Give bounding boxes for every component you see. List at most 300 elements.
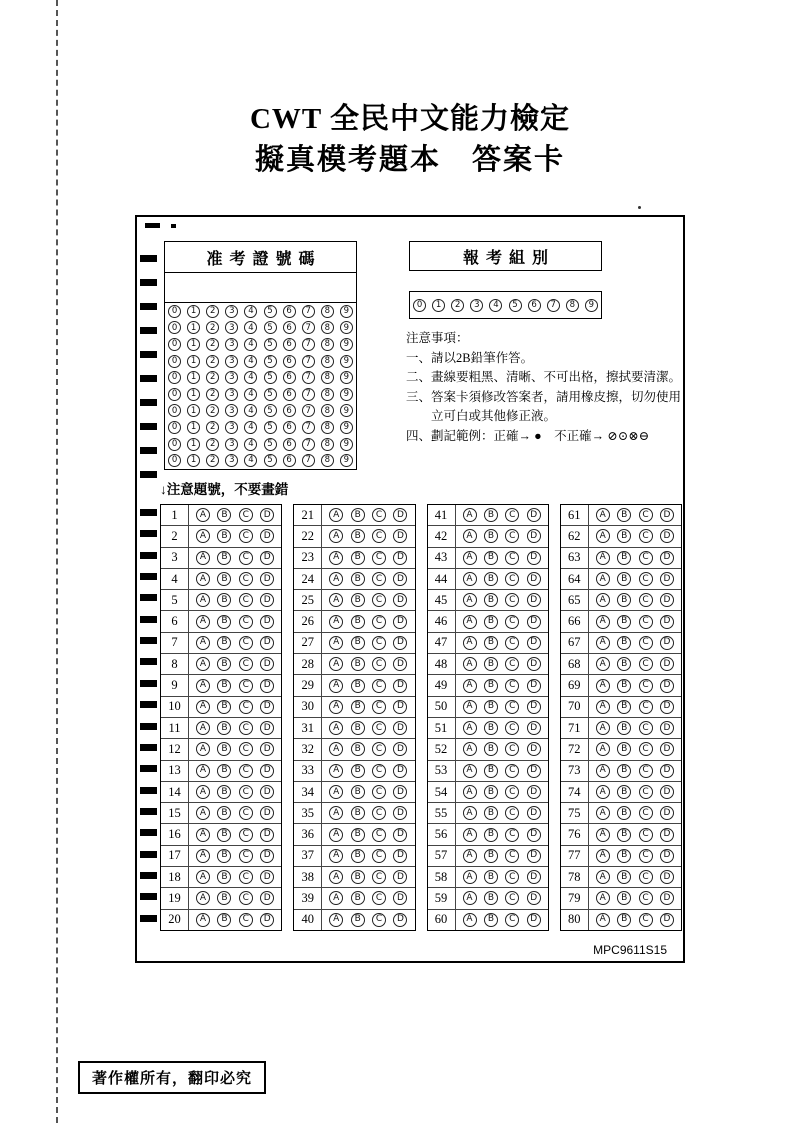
choice-bubble-c[interactable]: C	[239, 849, 253, 863]
choice-bubble-b[interactable]: B	[217, 636, 231, 650]
choice-bubble-a[interactable]: A	[196, 764, 210, 778]
choice-bubble-a[interactable]: A	[196, 657, 210, 671]
choice-bubble-a[interactable]: A	[329, 657, 343, 671]
choice-bubble-d[interactable]: D	[527, 891, 541, 905]
choice-bubble-d[interactable]: D	[660, 551, 674, 565]
choice-bubble-b[interactable]: B	[484, 891, 498, 905]
choice-bubble-a[interactable]: A	[196, 870, 210, 884]
choice-bubble-d[interactable]: D	[527, 764, 541, 778]
choice-bubble-a[interactable]: A	[596, 551, 610, 565]
choice-bubble-b[interactable]: B	[217, 529, 231, 543]
choice-bubble-c[interactable]: C	[239, 679, 253, 693]
choice-bubble-c[interactable]: C	[372, 529, 386, 543]
choice-bubble-c[interactable]: C	[505, 615, 519, 629]
digit-bubble-1[interactable]: 1	[187, 371, 200, 384]
choice-bubble-a[interactable]: A	[463, 593, 477, 607]
choice-bubble-d[interactable]: D	[393, 913, 407, 927]
choice-bubble-c[interactable]: C	[372, 849, 386, 863]
choice-bubble-d[interactable]: D	[527, 700, 541, 714]
choice-bubble-a[interactable]: A	[329, 551, 343, 565]
choice-bubble-b[interactable]: B	[617, 572, 631, 586]
choice-bubble-a[interactable]: A	[329, 679, 343, 693]
digit-bubble-4[interactable]: 4	[244, 355, 257, 368]
choice-bubble-a[interactable]: A	[329, 764, 343, 778]
digit-bubble-8[interactable]: 8	[321, 404, 334, 417]
choice-bubble-b[interactable]: B	[217, 828, 231, 842]
choice-bubble-a[interactable]: A	[596, 593, 610, 607]
digit-bubble-2[interactable]: 2	[206, 454, 219, 467]
digit-bubble-8[interactable]: 8	[321, 388, 334, 401]
choice-bubble-a[interactable]: A	[596, 657, 610, 671]
choice-bubble-a[interactable]: A	[196, 529, 210, 543]
choice-bubble-a[interactable]: A	[329, 508, 343, 522]
digit-bubble-5[interactable]: 5	[264, 355, 277, 368]
choice-bubble-d[interactable]: D	[660, 572, 674, 586]
group-digit-bubble-2[interactable]: 2	[451, 299, 464, 312]
choice-bubble-b[interactable]: B	[617, 870, 631, 884]
choice-bubble-a[interactable]: A	[329, 742, 343, 756]
choice-bubble-a[interactable]: A	[463, 828, 477, 842]
choice-bubble-d[interactable]: D	[260, 572, 274, 586]
choice-bubble-a[interactable]: A	[463, 721, 477, 735]
digit-bubble-4[interactable]: 4	[244, 305, 257, 318]
digit-bubble-2[interactable]: 2	[206, 371, 219, 384]
choice-bubble-a[interactable]: A	[196, 806, 210, 820]
choice-bubble-b[interactable]: B	[484, 806, 498, 820]
digit-bubble-7[interactable]: 7	[302, 321, 315, 334]
digit-bubble-0[interactable]: 0	[168, 404, 181, 417]
choice-bubble-a[interactable]: A	[329, 806, 343, 820]
digit-bubble-3[interactable]: 3	[225, 338, 238, 351]
choice-bubble-a[interactable]: A	[463, 636, 477, 650]
digit-bubble-9[interactable]: 9	[340, 454, 353, 467]
digit-bubble-4[interactable]: 4	[244, 438, 257, 451]
choice-bubble-b[interactable]: B	[484, 700, 498, 714]
choice-bubble-a[interactable]: A	[329, 593, 343, 607]
digit-bubble-3[interactable]: 3	[225, 421, 238, 434]
choice-bubble-c[interactable]: C	[505, 870, 519, 884]
choice-bubble-d[interactable]: D	[260, 615, 274, 629]
digit-bubble-0[interactable]: 0	[168, 388, 181, 401]
choice-bubble-d[interactable]: D	[260, 785, 274, 799]
choice-bubble-b[interactable]: B	[484, 572, 498, 586]
choice-bubble-d[interactable]: D	[260, 700, 274, 714]
choice-bubble-b[interactable]: B	[351, 572, 365, 586]
choice-bubble-c[interactable]: C	[639, 679, 653, 693]
choice-bubble-b[interactable]: B	[484, 657, 498, 671]
choice-bubble-d[interactable]: D	[660, 891, 674, 905]
group-digit-bubble-5[interactable]: 5	[509, 299, 522, 312]
choice-bubble-c[interactable]: C	[505, 785, 519, 799]
choice-bubble-c[interactable]: C	[372, 891, 386, 905]
choice-bubble-b[interactable]: B	[351, 891, 365, 905]
choice-bubble-a[interactable]: A	[596, 572, 610, 586]
choice-bubble-a[interactable]: A	[196, 636, 210, 650]
choice-bubble-b[interactable]: B	[484, 551, 498, 565]
choice-bubble-c[interactable]: C	[372, 870, 386, 884]
choice-bubble-c[interactable]: C	[639, 721, 653, 735]
choice-bubble-b[interactable]: B	[484, 529, 498, 543]
choice-bubble-c[interactable]: C	[639, 828, 653, 842]
choice-bubble-c[interactable]: C	[239, 764, 253, 778]
digit-bubble-3[interactable]: 3	[225, 454, 238, 467]
choice-bubble-c[interactable]: C	[505, 636, 519, 650]
choice-bubble-b[interactable]: B	[217, 657, 231, 671]
choice-bubble-b[interactable]: B	[351, 551, 365, 565]
choice-bubble-c[interactable]: C	[239, 891, 253, 905]
choice-bubble-d[interactable]: D	[660, 849, 674, 863]
choice-bubble-c[interactable]: C	[505, 679, 519, 693]
choice-bubble-c[interactable]: C	[505, 764, 519, 778]
choice-bubble-c[interactable]: C	[372, 679, 386, 693]
choice-bubble-a[interactable]: A	[596, 721, 610, 735]
choice-bubble-b[interactable]: B	[617, 721, 631, 735]
choice-bubble-c[interactable]: C	[372, 636, 386, 650]
digit-bubble-1[interactable]: 1	[187, 404, 200, 417]
digit-bubble-9[interactable]: 9	[340, 421, 353, 434]
choice-bubble-c[interactable]: C	[639, 764, 653, 778]
digit-bubble-7[interactable]: 7	[302, 388, 315, 401]
choice-bubble-d[interactable]: D	[393, 529, 407, 543]
choice-bubble-d[interactable]: D	[660, 785, 674, 799]
choice-bubble-c[interactable]: C	[505, 891, 519, 905]
choice-bubble-b[interactable]: B	[351, 508, 365, 522]
choice-bubble-d[interactable]: D	[660, 806, 674, 820]
choice-bubble-a[interactable]: A	[463, 679, 477, 693]
choice-bubble-d[interactable]: D	[393, 551, 407, 565]
digit-bubble-1[interactable]: 1	[187, 321, 200, 334]
choice-bubble-a[interactable]: A	[596, 742, 610, 756]
digit-bubble-2[interactable]: 2	[206, 421, 219, 434]
choice-bubble-c[interactable]: C	[239, 636, 253, 650]
choice-bubble-c[interactable]: C	[505, 742, 519, 756]
choice-bubble-b[interactable]: B	[351, 913, 365, 927]
digit-bubble-8[interactable]: 8	[321, 355, 334, 368]
choice-bubble-d[interactable]: D	[660, 828, 674, 842]
choice-bubble-b[interactable]: B	[484, 615, 498, 629]
digit-bubble-6[interactable]: 6	[283, 421, 296, 434]
choice-bubble-d[interactable]: D	[260, 828, 274, 842]
digit-bubble-5[interactable]: 5	[264, 454, 277, 467]
choice-bubble-d[interactable]: D	[260, 870, 274, 884]
digit-bubble-9[interactable]: 9	[340, 438, 353, 451]
choice-bubble-b[interactable]: B	[217, 721, 231, 735]
digit-bubble-4[interactable]: 4	[244, 454, 257, 467]
choice-bubble-d[interactable]: D	[393, 742, 407, 756]
digit-bubble-6[interactable]: 6	[283, 338, 296, 351]
choice-bubble-c[interactable]: C	[239, 657, 253, 671]
choice-bubble-a[interactable]: A	[463, 615, 477, 629]
choice-bubble-a[interactable]: A	[596, 679, 610, 693]
choice-bubble-a[interactable]: A	[596, 806, 610, 820]
digit-bubble-0[interactable]: 0	[168, 371, 181, 384]
choice-bubble-b[interactable]: B	[484, 636, 498, 650]
choice-bubble-b[interactable]: B	[617, 849, 631, 863]
choice-bubble-a[interactable]: A	[196, 700, 210, 714]
choice-bubble-b[interactable]: B	[217, 785, 231, 799]
choice-bubble-a[interactable]: A	[329, 785, 343, 799]
choice-bubble-b[interactable]: B	[351, 742, 365, 756]
choice-bubble-d[interactable]: D	[527, 806, 541, 820]
choice-bubble-d[interactable]: D	[527, 742, 541, 756]
choice-bubble-a[interactable]: A	[196, 828, 210, 842]
choice-bubble-a[interactable]: A	[196, 849, 210, 863]
choice-bubble-d[interactable]: D	[660, 742, 674, 756]
choice-bubble-d[interactable]: D	[260, 891, 274, 905]
choice-bubble-c[interactable]: C	[639, 700, 653, 714]
choice-bubble-a[interactable]: A	[596, 529, 610, 543]
choice-bubble-d[interactable]: D	[527, 679, 541, 693]
choice-bubble-a[interactable]: A	[329, 913, 343, 927]
digit-bubble-4[interactable]: 4	[244, 404, 257, 417]
choice-bubble-c[interactable]: C	[639, 529, 653, 543]
choice-bubble-c[interactable]: C	[372, 913, 386, 927]
choice-bubble-b[interactable]: B	[617, 891, 631, 905]
choice-bubble-b[interactable]: B	[617, 806, 631, 820]
choice-bubble-c[interactable]: C	[639, 551, 653, 565]
choice-bubble-d[interactable]: D	[660, 870, 674, 884]
choice-bubble-c[interactable]: C	[239, 742, 253, 756]
choice-bubble-d[interactable]: D	[393, 828, 407, 842]
choice-bubble-a[interactable]: A	[596, 764, 610, 778]
choice-bubble-c[interactable]: C	[239, 551, 253, 565]
digit-bubble-4[interactable]: 4	[244, 338, 257, 351]
digit-bubble-6[interactable]: 6	[283, 454, 296, 467]
choice-bubble-c[interactable]: C	[239, 593, 253, 607]
digit-bubble-7[interactable]: 7	[302, 421, 315, 434]
digit-bubble-9[interactable]: 9	[340, 371, 353, 384]
choice-bubble-d[interactable]: D	[260, 508, 274, 522]
choice-bubble-c[interactable]: C	[372, 742, 386, 756]
digit-bubble-0[interactable]: 0	[168, 355, 181, 368]
digit-bubble-8[interactable]: 8	[321, 338, 334, 351]
choice-bubble-c[interactable]: C	[372, 572, 386, 586]
choice-bubble-c[interactable]: C	[372, 700, 386, 714]
choice-bubble-b[interactable]: B	[217, 764, 231, 778]
digit-bubble-5[interactable]: 5	[264, 388, 277, 401]
choice-bubble-b[interactable]: B	[351, 615, 365, 629]
choice-bubble-a[interactable]: A	[329, 636, 343, 650]
choice-bubble-d[interactable]: D	[527, 529, 541, 543]
digit-bubble-0[interactable]: 0	[168, 338, 181, 351]
choice-bubble-b[interactable]: B	[217, 891, 231, 905]
choice-bubble-b[interactable]: B	[351, 700, 365, 714]
choice-bubble-d[interactable]: D	[260, 657, 274, 671]
choice-bubble-a[interactable]: A	[196, 785, 210, 799]
choice-bubble-d[interactable]: D	[527, 657, 541, 671]
choice-bubble-a[interactable]: A	[196, 508, 210, 522]
digit-bubble-9[interactable]: 9	[340, 404, 353, 417]
group-digit-bubble-7[interactable]: 7	[547, 299, 560, 312]
choice-bubble-d[interactable]: D	[393, 721, 407, 735]
digit-bubble-2[interactable]: 2	[206, 305, 219, 318]
digit-bubble-5[interactable]: 5	[264, 421, 277, 434]
digit-bubble-9[interactable]: 9	[340, 338, 353, 351]
group-digit-bubble-3[interactable]: 3	[470, 299, 483, 312]
choice-bubble-d[interactable]: D	[260, 551, 274, 565]
choice-bubble-c[interactable]: C	[639, 508, 653, 522]
choice-bubble-b[interactable]: B	[217, 742, 231, 756]
choice-bubble-a[interactable]: A	[463, 785, 477, 799]
choice-bubble-c[interactable]: C	[505, 721, 519, 735]
choice-bubble-c[interactable]: C	[239, 828, 253, 842]
choice-bubble-c[interactable]: C	[505, 572, 519, 586]
choice-bubble-d[interactable]: D	[260, 742, 274, 756]
choice-bubble-c[interactable]: C	[239, 913, 253, 927]
choice-bubble-d[interactable]: D	[393, 764, 407, 778]
group-digit-bubble-1[interactable]: 1	[432, 299, 445, 312]
digit-bubble-7[interactable]: 7	[302, 404, 315, 417]
choice-bubble-b[interactable]: B	[351, 636, 365, 650]
choice-bubble-a[interactable]: A	[329, 700, 343, 714]
choice-bubble-a[interactable]: A	[196, 891, 210, 905]
digit-bubble-3[interactable]: 3	[225, 438, 238, 451]
digit-bubble-7[interactable]: 7	[302, 338, 315, 351]
choice-bubble-a[interactable]: A	[463, 870, 477, 884]
choice-bubble-b[interactable]: B	[351, 785, 365, 799]
choice-bubble-b[interactable]: B	[217, 679, 231, 693]
choice-bubble-b[interactable]: B	[217, 870, 231, 884]
choice-bubble-b[interactable]: B	[351, 849, 365, 863]
choice-bubble-d[interactable]: D	[260, 764, 274, 778]
choice-bubble-c[interactable]: C	[639, 891, 653, 905]
choice-bubble-d[interactable]: D	[393, 636, 407, 650]
digit-bubble-5[interactable]: 5	[264, 371, 277, 384]
choice-bubble-a[interactable]: A	[463, 551, 477, 565]
choice-bubble-d[interactable]: D	[527, 551, 541, 565]
digit-bubble-6[interactable]: 6	[283, 404, 296, 417]
choice-bubble-c[interactable]: C	[639, 615, 653, 629]
choice-bubble-c[interactable]: C	[372, 806, 386, 820]
choice-bubble-d[interactable]: D	[393, 849, 407, 863]
choice-bubble-a[interactable]: A	[329, 615, 343, 629]
choice-bubble-d[interactable]: D	[393, 891, 407, 905]
digit-bubble-6[interactable]: 6	[283, 438, 296, 451]
choice-bubble-d[interactable]: D	[660, 721, 674, 735]
choice-bubble-c[interactable]: C	[239, 529, 253, 543]
digit-bubble-5[interactable]: 5	[264, 404, 277, 417]
digit-bubble-7[interactable]: 7	[302, 355, 315, 368]
choice-bubble-a[interactable]: A	[463, 849, 477, 863]
choice-bubble-c[interactable]: C	[505, 913, 519, 927]
choice-bubble-b[interactable]: B	[217, 700, 231, 714]
choice-bubble-a[interactable]: A	[463, 508, 477, 522]
choice-bubble-b[interactable]: B	[484, 764, 498, 778]
digit-bubble-0[interactable]: 0	[168, 305, 181, 318]
choice-bubble-a[interactable]: A	[596, 828, 610, 842]
choice-bubble-d[interactable]: D	[393, 615, 407, 629]
choice-bubble-a[interactable]: A	[596, 785, 610, 799]
choice-bubble-a[interactable]: A	[596, 870, 610, 884]
digit-bubble-9[interactable]: 9	[340, 355, 353, 368]
choice-bubble-b[interactable]: B	[351, 870, 365, 884]
digit-bubble-1[interactable]: 1	[187, 438, 200, 451]
group-digit-bubble-6[interactable]: 6	[528, 299, 541, 312]
choice-bubble-a[interactable]: A	[463, 657, 477, 671]
choice-bubble-a[interactable]: A	[596, 615, 610, 629]
choice-bubble-d[interactable]: D	[527, 636, 541, 650]
choice-bubble-b[interactable]: B	[617, 742, 631, 756]
digit-bubble-2[interactable]: 2	[206, 355, 219, 368]
choice-bubble-a[interactable]: A	[196, 721, 210, 735]
group-digit-bubble-8[interactable]: 8	[566, 299, 579, 312]
choice-bubble-b[interactable]: B	[484, 593, 498, 607]
choice-bubble-c[interactable]: C	[639, 913, 653, 927]
digit-bubble-4[interactable]: 4	[244, 371, 257, 384]
digit-bubble-4[interactable]: 4	[244, 421, 257, 434]
digit-bubble-5[interactable]: 5	[264, 305, 277, 318]
choice-bubble-a[interactable]: A	[329, 721, 343, 735]
choice-bubble-c[interactable]: C	[239, 508, 253, 522]
choice-bubble-b[interactable]: B	[217, 572, 231, 586]
digit-bubble-1[interactable]: 1	[187, 305, 200, 318]
choice-bubble-b[interactable]: B	[617, 785, 631, 799]
choice-bubble-c[interactable]: C	[239, 572, 253, 586]
choice-bubble-b[interactable]: B	[617, 828, 631, 842]
choice-bubble-d[interactable]: D	[660, 700, 674, 714]
choice-bubble-c[interactable]: C	[372, 828, 386, 842]
digit-bubble-7[interactable]: 7	[302, 371, 315, 384]
choice-bubble-b[interactable]: B	[617, 508, 631, 522]
choice-bubble-a[interactable]: A	[463, 742, 477, 756]
choice-bubble-d[interactable]: D	[527, 593, 541, 607]
choice-bubble-a[interactable]: A	[329, 828, 343, 842]
group-digit-bubble-4[interactable]: 4	[489, 299, 502, 312]
choice-bubble-c[interactable]: C	[372, 615, 386, 629]
choice-bubble-b[interactable]: B	[484, 721, 498, 735]
choice-bubble-d[interactable]: D	[260, 806, 274, 820]
choice-bubble-c[interactable]: C	[505, 593, 519, 607]
choice-bubble-a[interactable]: A	[596, 891, 610, 905]
choice-bubble-b[interactable]: B	[617, 700, 631, 714]
digit-bubble-0[interactable]: 0	[168, 321, 181, 334]
choice-bubble-b[interactable]: B	[351, 828, 365, 842]
digit-bubble-5[interactable]: 5	[264, 438, 277, 451]
choice-bubble-d[interactable]: D	[660, 913, 674, 927]
choice-bubble-a[interactable]: A	[196, 593, 210, 607]
choice-bubble-a[interactable]: A	[196, 572, 210, 586]
choice-bubble-d[interactable]: D	[260, 913, 274, 927]
choice-bubble-b[interactable]: B	[617, 657, 631, 671]
choice-bubble-b[interactable]: B	[484, 913, 498, 927]
choice-bubble-c[interactable]: C	[505, 849, 519, 863]
choice-bubble-d[interactable]: D	[660, 508, 674, 522]
choice-bubble-d[interactable]: D	[527, 615, 541, 629]
choice-bubble-b[interactable]: B	[484, 742, 498, 756]
choice-bubble-a[interactable]: A	[329, 529, 343, 543]
digit-bubble-8[interactable]: 8	[321, 305, 334, 318]
choice-bubble-b[interactable]: B	[484, 679, 498, 693]
digit-bubble-8[interactable]: 8	[321, 371, 334, 384]
digit-bubble-2[interactable]: 2	[206, 404, 219, 417]
choice-bubble-b[interactable]: B	[217, 551, 231, 565]
digit-bubble-3[interactable]: 3	[225, 355, 238, 368]
digit-bubble-8[interactable]: 8	[321, 421, 334, 434]
choice-bubble-a[interactable]: A	[196, 742, 210, 756]
choice-bubble-a[interactable]: A	[329, 849, 343, 863]
choice-bubble-d[interactable]: D	[660, 657, 674, 671]
digit-bubble-3[interactable]: 3	[225, 321, 238, 334]
choice-bubble-c[interactable]: C	[372, 657, 386, 671]
choice-bubble-a[interactable]: A	[596, 508, 610, 522]
choice-bubble-b[interactable]: B	[617, 679, 631, 693]
choice-bubble-c[interactable]: C	[239, 700, 253, 714]
choice-bubble-c[interactable]: C	[505, 551, 519, 565]
choice-bubble-b[interactable]: B	[484, 508, 498, 522]
choice-bubble-b[interactable]: B	[217, 593, 231, 607]
choice-bubble-d[interactable]: D	[527, 849, 541, 863]
choice-bubble-c[interactable]: C	[639, 870, 653, 884]
